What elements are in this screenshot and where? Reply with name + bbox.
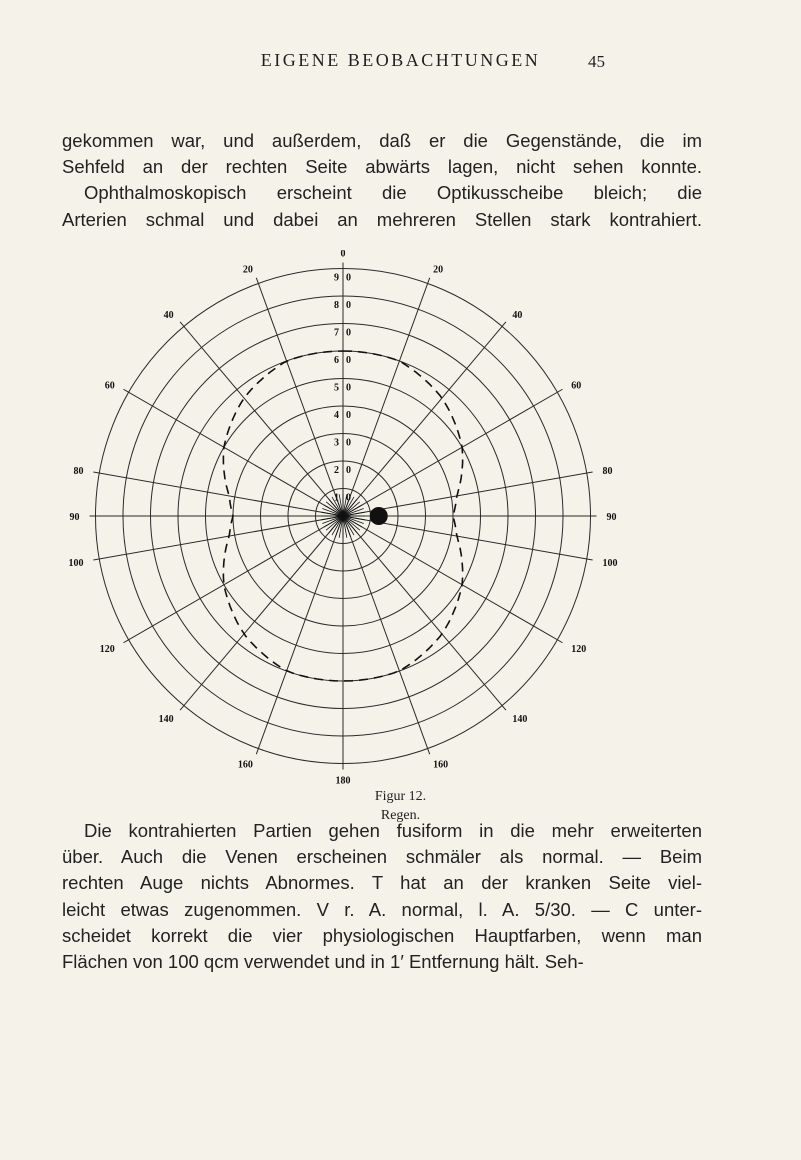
meridian-label: 0 (340, 250, 346, 260)
meridian-label: 40 (512, 310, 523, 322)
ring-zero-label: 0 (346, 300, 351, 311)
ring-zero-label: 0 (346, 410, 351, 421)
meridian-label: 160 (237, 759, 253, 771)
ring-zero-label: 0 (346, 355, 351, 366)
figure-subtitle: Regen. (380, 808, 421, 823)
ring-zero-label: 0 (346, 382, 351, 394)
page-number: 45 (588, 52, 605, 71)
meridian-label: 180 (335, 775, 351, 787)
text-line: Flächen von 100 qcm verwendet und in 1′ Entfernung hält. Seh- (62, 950, 584, 972)
ring-label: 4 (334, 410, 339, 421)
text-line: gekommen war, und außerdem, daß er die Gegenstände, die im (62, 130, 702, 151)
meridian-label: 140 (512, 713, 528, 725)
ring-label: 5 (334, 382, 339, 394)
ring-zero-label: 0 (346, 437, 351, 449)
meridian-label: 90 (69, 512, 80, 523)
meridian-label: 20 (433, 264, 444, 276)
meridian-right-160 (343, 516, 430, 754)
meridian-label: 160 (433, 759, 449, 771)
meridian-label: 120 (571, 643, 587, 655)
meridian-label: 100 (602, 557, 618, 569)
meridian-left-40 (180, 322, 343, 516)
ring-label: 1 (334, 492, 339, 504)
meridian-right-20 (343, 278, 430, 516)
meridian-label: 80 (602, 466, 613, 478)
meridian-label: 120 (99, 643, 115, 655)
text-line: leicht etwas zugenommen. V r. A. normal, l. A. 5/30. — C unter- (62, 898, 702, 920)
ring-zero-label: 0 (346, 327, 351, 339)
text-line: Die kontrahierten Partien gehen fusiform in die mehr erweiterten (84, 820, 702, 841)
text-line: Sehfeld an der rechten Seite abwärts lagen, nicht sehen konnte. (62, 156, 702, 178)
meridian-label: 90 (606, 512, 617, 523)
ring-label: 8 (334, 300, 339, 311)
text-line: Arterien schmal und dabei an mehreren Stellen stark kontrahiert. (62, 208, 702, 230)
meridian-right-40 (343, 322, 506, 516)
ring-label: 2 (334, 465, 339, 476)
meridian-label: 100 (68, 557, 84, 569)
meridian-left-160 (256, 516, 343, 754)
meridian-left-140 (180, 516, 343, 710)
visual-field-chart (0, 250, 801, 790)
paragraph-top (62, 128, 702, 233)
visual-field-figure (0, 250, 801, 790)
fixation-point (321, 494, 388, 538)
text-line: Ophthalmoskopisch erscheint die Optikusscheibe bleich; die (84, 182, 702, 204)
meridian-left-20 (256, 278, 343, 516)
ring-label: 7 (334, 327, 339, 339)
meridian-right-140 (343, 516, 506, 710)
meridian-label: 40 (163, 310, 174, 322)
text-line: über. Auch die Venen erscheinen schmäler als normal. — Beim (62, 846, 702, 868)
ring-label: 9 (334, 272, 339, 284)
ring-zero-label: 0 (346, 465, 351, 476)
ring-zero-label: 0 (346, 272, 351, 284)
meridian-label: 140 (158, 713, 174, 725)
meridian-label: 60 (104, 380, 115, 392)
ring-zero-label: 0 (346, 492, 351, 504)
text-line: rechten Auge nichts Abnormes. T hat an der kranken Seite viel- (62, 872, 702, 894)
page-header (0, 44, 801, 74)
ring-label: 6 (334, 355, 339, 366)
running-head: EIGENE BEOBACHTUNGEN (260, 50, 541, 70)
blind-spot (370, 507, 388, 525)
ring-label: 3 (334, 437, 339, 449)
figure-label: Figur 12. (374, 789, 427, 804)
meridian-label: 20 (242, 264, 253, 276)
paragraph-bottom (62, 818, 702, 975)
text-line: scheidet korrekt die vier physiologischen Hauptfarben, wenn man (62, 924, 702, 946)
meridian-label: 80 (73, 466, 84, 478)
meridian-label: 60 (571, 380, 582, 392)
